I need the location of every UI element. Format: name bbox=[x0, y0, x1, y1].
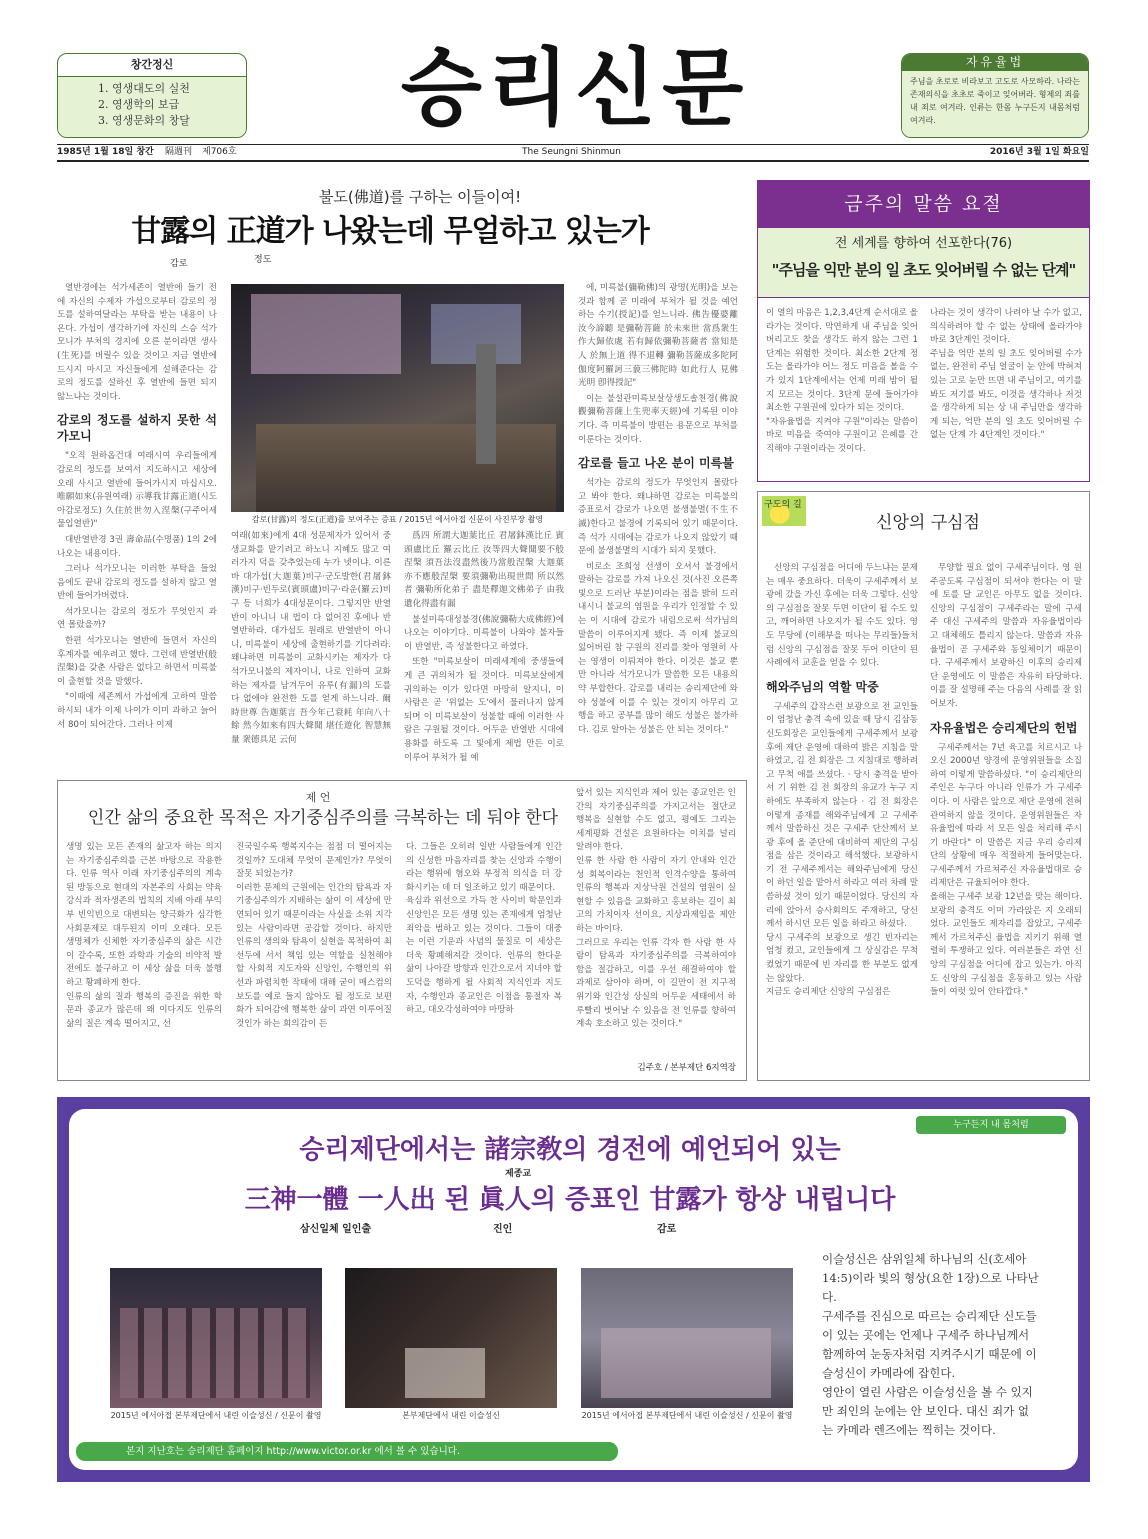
essay-headline: 인간 삶의 중요한 목적은 자기중심주의를 극복하는 데 둬야 한다 bbox=[87, 808, 559, 828]
dew-photo-1-caption: 2015년 에서아접 본부제단에서 내린 이슬성신 / 신문이 촬영 bbox=[110, 1411, 322, 1420]
newspaper-title: 승리신문 bbox=[400, 39, 750, 137]
lead-photo bbox=[231, 284, 564, 512]
founding-item-2: 2. 영생학의 보급 bbox=[98, 98, 180, 111]
faith-subhead-1: 해와주님의 역할 막중 bbox=[766, 679, 879, 694]
founding-item-1: 1. 영생대도의 실천 bbox=[98, 82, 190, 95]
dew-photo-2-caption: 본부제단에서 내린 이슬성신 bbox=[402, 1411, 500, 1420]
lead-subhead-1: 감로의 정도를 설하지 못한 석가모니 bbox=[57, 413, 217, 444]
faith-column-2: 무양할 필요 없이 구세주님이다. 영 원주공도록 구심점이 되셔야 한다는 이 말에 토를 달 교인은 아무도 없을 것이다. 신앙의 구심점이 구세주라는 말에 구세주 대신 구세주의 말씀과 자유율법이라고 대체해도 틀리지 않는다. 말씀과 자유율법이 곧 구세주와 동일체이기 때문이다. 구세주께서 보광하신 이후의 승리제단 운영에도 이 말씀은 자유히 타당하다. 이를 잘 설명해 주는 다음의 사례를 잘 읽어보자. 자유율법은 승리제단의 헌법 구세주께서는 7년 육고를 치르시고 나오신 2000년 양경에 운영위원들을 소집하여 이렇게 말씀하셨다. "이 승리제단의 주인은 누구다 아니라 인류가 가 구세주이다. 이 사람은 앞으로 제단 운영에 전혀 관여하지 않을 것이다. 운영위원들은 자유율법에 따라 서 모든 일을 처리해 주시기 바란다" 이 말씀은 지금 우리 승리제단의 상황에 매우 적절하게 들어맞는다. 구세주께서 가르쳐주신 자유율법대로 승리제단은 규율되어야 한다. 올해는 구세주 보광 12년을 맞는 해이다. 보광의 충격도 이미 가라앉은 지 오래되었다. 교인들도 제자리를 잡았고, 구세주께서 가르쳐주신 율법을 지키기 위해 열렬히 투쟁하고 있다. 여러분들은 과연 신앙의 구심점을 어디에 잡고 있는가. 아직도 신앙의 구심점을 혼동하고 있는 사람들이 여럿 있어 안타깝다." bbox=[930, 563, 1082, 998]
bottom-ruby-2a: 삼신일체 일인출 bbox=[300, 1224, 372, 1235]
freedom-law-box bbox=[901, 53, 1089, 138]
dateline bbox=[57, 145, 1089, 159]
essay-column-3: 다. 그들은 오히려 일반 사람들에게 인간의 신성한 마음자리를 찾는 신앙과 수행이라는 행위에 혐오와 부정적 의식을 더 강화시키는 데 더 일조하고 있기 때문이다. 육심과 위선으로 가득 찬 사이비 학문인과 신앙인은 모든 생명 있는 존재에게 엄청난 죄악을 범하고 있는 것이다. 그들이 대중는 이런 기운과 사념의 물질로 이 세상은 더욱 황폐해져갈 것이다. 인류의 한다운 삶이 나아갈 방향과 인간으로서 지녀야 할 도덕을 행하게 될 사회적 지식인과 지도자, 수행인과 종교인은 이점을 통절자 복하고, 대오각성하여야 마땅하 bbox=[406, 842, 562, 1016]
lead-kicker: 불도(佛道)를 구하는 이들이여! bbox=[318, 188, 522, 206]
faith-article-box bbox=[757, 491, 1090, 1081]
dew-photo-2 bbox=[345, 1268, 557, 1408]
essay-signature: 김주호 / 본부제단 6지역장 bbox=[637, 1063, 736, 1073]
essay-column-1: 생명 있는 모든 존재의 삶고자 하는 의지는 자기중심주의를 근본 바탕으로 작용한다. 인류 역사 이래 자기중심주의의 계속된 방동으로 현대의 자본주의 사회는 약육강식과 적자생존의 법칙의 지배 아래 부익부 빈익빈으로 대변되는 양극화가 심각한 사회문제로 대두된지 이미 오래다. 모든 생명체가 신체한 자기중심주의 삶은 시간이 갈수록, 또한 과학과 기술의 비약적 발전에도 불구하고 이 세상 삶을 더욱 불행하고 황폐하게 한다. 인류의 삶의 질과 행복의 증진을 위한 학문과 종교가 많은데 왜 이다지도 인류의 삶의 질은 계속 떨어지고, 선 bbox=[66, 842, 222, 1029]
sermon-quote: "주님을 익만 분의 일 초도 잊어버릴 수 없는 단계" bbox=[771, 261, 1076, 279]
english-name: The Seungni Shinmun bbox=[522, 147, 621, 157]
essay-column-4: 앞서 있는 지식인과 제어 있는 종교인은 인간의 자기중심주의를 가지고서는 절단코 행복을 실현할 수도 없고, 평예도 그리는 세계평화 건설은 요원하다는 이치를 널리 알려야 한다. 인류 한 사람 한 사람이 자기 안내와 인간성 회복이라는 천인적 인격수양을 통하여 인류의 행복과 지상낙원 건설의 염원이 실현할 수 있음을 교화하고 홍보하는 길이 최고의 가치이자 선이요, 지상과제임을 제안하는 바이다. 그러므로 우리는 인류 각자 한 사람 한 사람이 탐욕과 자기중심주의를 극복하여야 함을 절감하고, 이를 우선 해결하여야 할 과제로 삼아야 하며, 이 길만이 전 지구적 위기와 인간성 상실의 어두운 세태에서 하루빨리 벗어날 수 있음을 전 인류를 향하여 계속 호소하고 있는 것이다." bbox=[576, 788, 736, 1030]
lead-column-2: 여래(如來)에게 4대 성문제자가 있어서 중생교화를 맡기려고 하노니 지혜도 많고 여러가지 덕을 갖추었는데 누가 넷이냐. 이른바 대가섭(大迦葉)비구·군도발한(君屠鉢漢)비구·빈두로(賓頭盧)비구·라운(羅云)비구 등 너희가 4대성문이다. 그렇지만 반열반이 아니니 내 법이 다 없어진 후에나 반열반하라. 대가섭도 원래로 반열반이 아니니, 미륵불이 세상에 출현하기를 기다려라. 왜냐하면 미륵불이 교화시키는 제자가 다 석가모니불의 제자이니, 나로 인하여 교화하는 제자를 남겨두어 유루(有漏)의 도를 다 없애야 완전한 도를 얻게 하느니라. 爾時世尊 告迦葉言 吾今年己衰耗 年向八十餘 然今如來有四大聲聞 堪任遊化 智慧無量 衆德具足 云何 bbox=[231, 531, 391, 745]
faith-subhead-2: 자유율법은 승리제단의 헌법 bbox=[930, 720, 1078, 735]
footer-bar-text: 본지 지난호는 승리제단 홈페이지 http://www.victor.or.kr 에서 볼 수 있습니다. bbox=[126, 1446, 460, 1457]
faith-column-1: 신앙의 구심점을 어디에 두느냐는 문제는 매우 중요하다. 더욱이 구세주께서 보광에 갔을 가신 후에는 더욱 그렇다. 신앙의 구심점을 잘못 두면 이단이 될 수도 있고, 깨어하면 나오지가 될 수도 있다. 영도 무당에 (이해부을 떠나는 무리들)들처럼 신앙의 구심점을 잘못 두어 이단이 된 사례에서 교훈을 얻을 수 있다. 해와주님의 역할 막중 구세주의 갑작스런 보광으로 전 교인들이 엄청난 충격 속에 있을 때 당시 김삼동 신도회장은 교인들에게 구세주께서 보광 후에 제단 운영에 대하여 밝은 지침을 말하였고, 김 전 회장은 그 지침대로 행하려고 무척 애를 쓰셨다. · 당시 충격을 받아서 기 위한 김 전 회장의 유교가 누구 지하에도 부족하지 않는다 · 김 전 회장은 이렇게 종재를 해와주님에게 고 구세주께서 말씀하신 것은 구세주 단산께서 보광 후에 올 준단에 대비하여 제단의 구심점을 삼은 것이라고 해석했다. 보광하시기 전 구세주께서는 해와주님에게 당신이 하던 일을 맡아서 하라고 여러 차례 말씀하셨 것이 있기 때문이었다. 당신의 자리에 앉아서 승사회의도 주재하고, 당신께서 하시던 모든 일을 하라고 하셨다. 당시 구세주의 보광으로 생긴 빈자리는 엄청 컸고, 교인들에게 그 상실감은 무척 컸었기 때문에 빈 자리를 한 부분도 없게는 않았다. 지금도 승리제단 신앙의 구심점은 bbox=[766, 563, 918, 998]
sermon-subtitle: 전 세계를 향하여 선포한다(76) bbox=[834, 236, 1013, 251]
founding-date: 1985년 1월 18일 창간 bbox=[57, 147, 154, 157]
lead-photo-caption: 감로(甘露)의 정도(正道)를 보여주는 증표 / 2015년 에서아접 신문이 사진부장 촬영 bbox=[251, 515, 544, 524]
bottom-ruby-2b: 진인 bbox=[493, 1224, 513, 1235]
founding-spirit-box bbox=[57, 53, 247, 138]
bottom-headline-1: 승리제단에서는 諸宗敎의 경전에 예언되어 있는 bbox=[299, 1135, 841, 1165]
frequency: 隔週刊 bbox=[165, 147, 193, 157]
issue-date: 2016년 3월 1일 화요일 bbox=[989, 147, 1089, 157]
lead-column-4: 에, 미륵불(彌勒佛)의 광명(光明)을 보는 것과 함께 곧 미래에 부처가 될 것을 예언하는 수기(授記)를 얻느니라. 佛告優婆離 汝今諦聽 是彌勒菩薩 於未來世 當爲衆生 作大歸依處 若有歸依彌勒菩薩者 當知是人 於無上道 得不退轉 彌勒菩薩成多陀阿伽度阿羅訶三藐三佛陀時 如此行人 見佛光明 卽得授記" 이는 불설관미륵보살상생도솔천경(佛說觀彌勒菩薩上生兜率天經)에 기록된 이야기다. 즉 미륵불이 방편는 용문으로 부처를 이룬다는 것이다. 감로를 들고 나온 분이 미륵불 석가는 감로의 정도가 무엇인지 몰랐다고 봐야 한다. 왜냐하면 감로는 미륵불의 증표로서 감로가 나오면 불생불멸(不生不滅)한다고 불경에 기록되어 있기 때문이다. 즉 석가 시대에는 감로가 나오지 않았기 때문에 불생불멸의 시대가 되지 못했다. 비로소 조희성 선생이 오셔서 불경에서 말하는 감로를 가져 나오신 것(사진 오른쪽 빛으로 드러난 부분)이라는 점을 밝히 드러내시니 불교의 염원을 우리가 인정할 수 있는 이 시대에 감로가 내림으로써 석가님의 말씀이 이루어지게 됐다. 즉 이제 불교의 잃어버린 참 구원의 진리를 찾아 영원히 사는 영생이 이뤄져야 한다. 이것은 불교 뿐만 아니라 석가모니가 말씀한 모든 내용의 약 부합한다. 감로를 내리는 승리제단에 와야 성불에 이를 수 있는 것이지 아무리 고행을 하고 공부를 많이 해도 성불은 불가하다. 김로 알아는 성불은 안 되는 것이다." bbox=[578, 283, 738, 735]
bottom-ruby-2c: 감로 bbox=[657, 1224, 677, 1235]
lead-subhead-2: 감로를 들고 나온 분이 미륵불 bbox=[578, 456, 734, 471]
sermon-column-1: 이 열의 마음은 1,2,3,4단계 순서대로 올라가는 것이다. 막연하게 내 주님을 잊어버리고도 찾을 생각도 하지 않는 그런 1단계는 위험한 것이다. 최소한 2단계 정도는 올라가야 어느 정도 미음을 볼을 수가 있지 1단계에서는 언제 미래 밤이 될지 모르는 것이다. 3단계 문에 들어가야 최소한 구원권에 있다가 되는 것이다. "자유율법을 지켜야 구원"이라는 말씀이 바로 미음을 죽여야 구원이고 은혜를 간직해야 구원이라는 것이다. bbox=[766, 308, 918, 454]
faith-headline: 신앙의 구심점 bbox=[876, 513, 980, 533]
essay-column-2: 진국일수록 행복지수는 점점 더 떨어지는 것일까? 도대체 무엇이 문제인가? 무엇이 잘못 되었는가? 이러한 문제의 근원에는 인간의 탐욕과 자기중심주의가 지배하는 삶이 이 세상에 만연되어 있기 때문이라는 사실을 소위 지각 있는 사람이라면 공감할 것이다. 하지만 인류의 생의와 탐욕이 실현을 목적하여 최선두에 서서 책임 있는 역할을 실천해야 할 사회적 지도자와 신앙인, 수행인의 위선과 파렴치한 작태에 대해 굳이 매스컴의 보도를 예로 들지 않아도 될 정도로 보편화가 되어감에 행복한 삶이 과연 이루어질 것인가 하는 회의감이 든 bbox=[236, 842, 392, 1029]
dew-side-text: 이슬성신은 삼위일체 하나님의 신(호세아 14:5)이라 빛의 형상(요한 1장)으로 나타난다. 구세주를 진심으로 따르는 승리제단 신도들이 있는 곳에는 언제나 구세주 하나님께서 함께하여 눈동자처럼 지켜주시기 때문에 이슬성신이 카메라에 잡힌다. 영안이 열린 사람은 이슬성신을 볼 수 있지만 죄인의 눈에는 안 보인다. 대신 죄가 없는 카메라 렌즈에는 찍히는 것이다. bbox=[822, 1252, 1039, 1437]
footer-bar bbox=[76, 1442, 618, 1461]
sermon-banner: 금주의 말씀 요절 bbox=[758, 181, 1089, 228]
headline-ruby-2: 정도 bbox=[254, 255, 272, 265]
bottom-tag: 누구든지 내 몸처럼 bbox=[916, 1116, 1066, 1134]
freedom-law-title: 자유율법 bbox=[902, 54, 1088, 71]
bottom-ruby-1: 제종교 bbox=[505, 1169, 532, 1179]
essay-kicker: 제 언 bbox=[305, 791, 331, 804]
dew-photo-1 bbox=[110, 1268, 322, 1408]
headline-ruby-1: 감로 bbox=[170, 259, 188, 269]
founding-item-3: 3. 영생문화의 창달 bbox=[98, 114, 190, 127]
faith-kicker: 구도의 길 bbox=[762, 496, 806, 526]
sermon-box bbox=[757, 180, 1090, 482]
founding-spirit-title: 창간정신 bbox=[130, 58, 174, 71]
essay-box bbox=[57, 780, 747, 1081]
dew-photo-3-caption: 2015년 에서아접 본부제단에서 내린 이슬성신 / 신문이 촬영 bbox=[581, 1411, 793, 1420]
lead-column-1: 열반경에는 석가세존이 열반에 들기 전에 자신의 수제자 가섭으로부터 감로의 정도를 설하여달라는 부탁을 받는 내용이 나온다. 가섭이 생각하기에 자신의 스승 석가모니가 부처의 경지에 오른 분이라면 생사(生死)를 버릴수 있을 것이고 지금 열반에 드시지 마시고 자신들에게 설해준다는 감로의 정도를 설하신 후 열반에 들면 되지 않느냐는 것이다. 감로의 정도를 설하지 못한 석가모니 "오직 원하옵건대 여래시여 우리들에게 감로의 정도를 보여서 지도하시고 세상에 오래 사시고 열반에 들어가시지 마십시오. 唯願如來(유원여래) 示導我甘露正道(시도아감로정도) 久住於世勿入涅槃(구주어세 물입열반)" 대반열반경 3권 壽命品(수명품) 1의 2에 나오는 내용이다. 그러나 석가모니는 이러한 부탁을 들었음에도 끝내 감로의 정도를 설하지 않고 열반에 들어가버렸다. 석가모니는 감로의 정도가 무엇인지 과연 몰랐을까? 한편 석가모니는 열반에 들면서 자신의 후계자를 예우려고 했다. 그런데 반열반(般涅槃)을 갖춘 사람은 없다고 하면서 미륵불이 출현할 것을 말했다. "이때에 세존께서 가섭에게 고하여 말씀하시되 내가 이제 나이가 이미 과하고 늙어서 80이 되어간다. 그러나 이제 bbox=[57, 283, 217, 730]
bottom-headline-2: 三神一體 一人出 된 眞人의 증표인 甘露가 항상 내립니다 bbox=[244, 1185, 896, 1215]
issue-number: 제706호 bbox=[202, 147, 237, 157]
lead-headline: 甘露의 正道가 나왔는데 무얼하고 있는가 bbox=[131, 214, 649, 249]
sermon-column-2: 나라는 것이 생각이 나려야 날 수가 없고, 의식하려야 할 수 없는 상태에 올라가야 바로 3단계인 것이다. 주님을 억만 분의 일 초도 잊어버릴 수가 없는, 완전히 주님 얼굴이 눈 안에 박혀져 있는 고로 눈만 뜨면 내 주님이고, 여기를 봐도 저기를 봐도, 이것을 생각하나 저것을 생각하게 되는 상 내 주님만을 생각하게 되는, 억만 분의 일 초도 잊어버릴 수 없는 단계 가 4단계인 것이다." bbox=[930, 308, 1082, 441]
freedom-law-text: 주님을 초로로 비라보고 고도로 사모하라. 나라는 존재의식을 초초로 죽이고 잊어버라. 형제의 죄를 내 죄로 여겨라. 인류는 한몸 누구든지 내몸처럼 여겨라. bbox=[902, 71, 1088, 138]
lead-column-3: 爲四 所謂大迦葉比丘 君屠鉢漢比丘 賓頭盧比丘 羅云比丘 汝等四大聲聞要不般涅槃 須吾法沒盡然後乃當般涅槃 大迦葉亦不應般涅槃 要須彌勒出現世間 所以然者 彌勒所化弟子 盡是釋迦文佛弟子 由我遺化得盡有漏 불설미륵대성불경(佛說彌勒大成佛經)에 나오는 이야기다. 미륵불이 나와야 불자들이 반열반, 즉 성불한다고 하였다. 또한 "미륵보살이 미래세계에 중생들에게 큰 귀의처가 될 것이다. 미륵보살에게 귀의하는 이가 있다면 마땅히 알지니, 이 사람은 곧 '위없는 도'에서 물러나지 않게 되며 이 미륵보살이 성불할 때에 이러한 사람은 구원될 것이다. 어두운 반열반 시대에 용화를 하도록 그 빛에게 제법 만든 이로 이루어 부처가 될 예 bbox=[404, 531, 564, 763]
dew-photo-3 bbox=[581, 1268, 793, 1408]
